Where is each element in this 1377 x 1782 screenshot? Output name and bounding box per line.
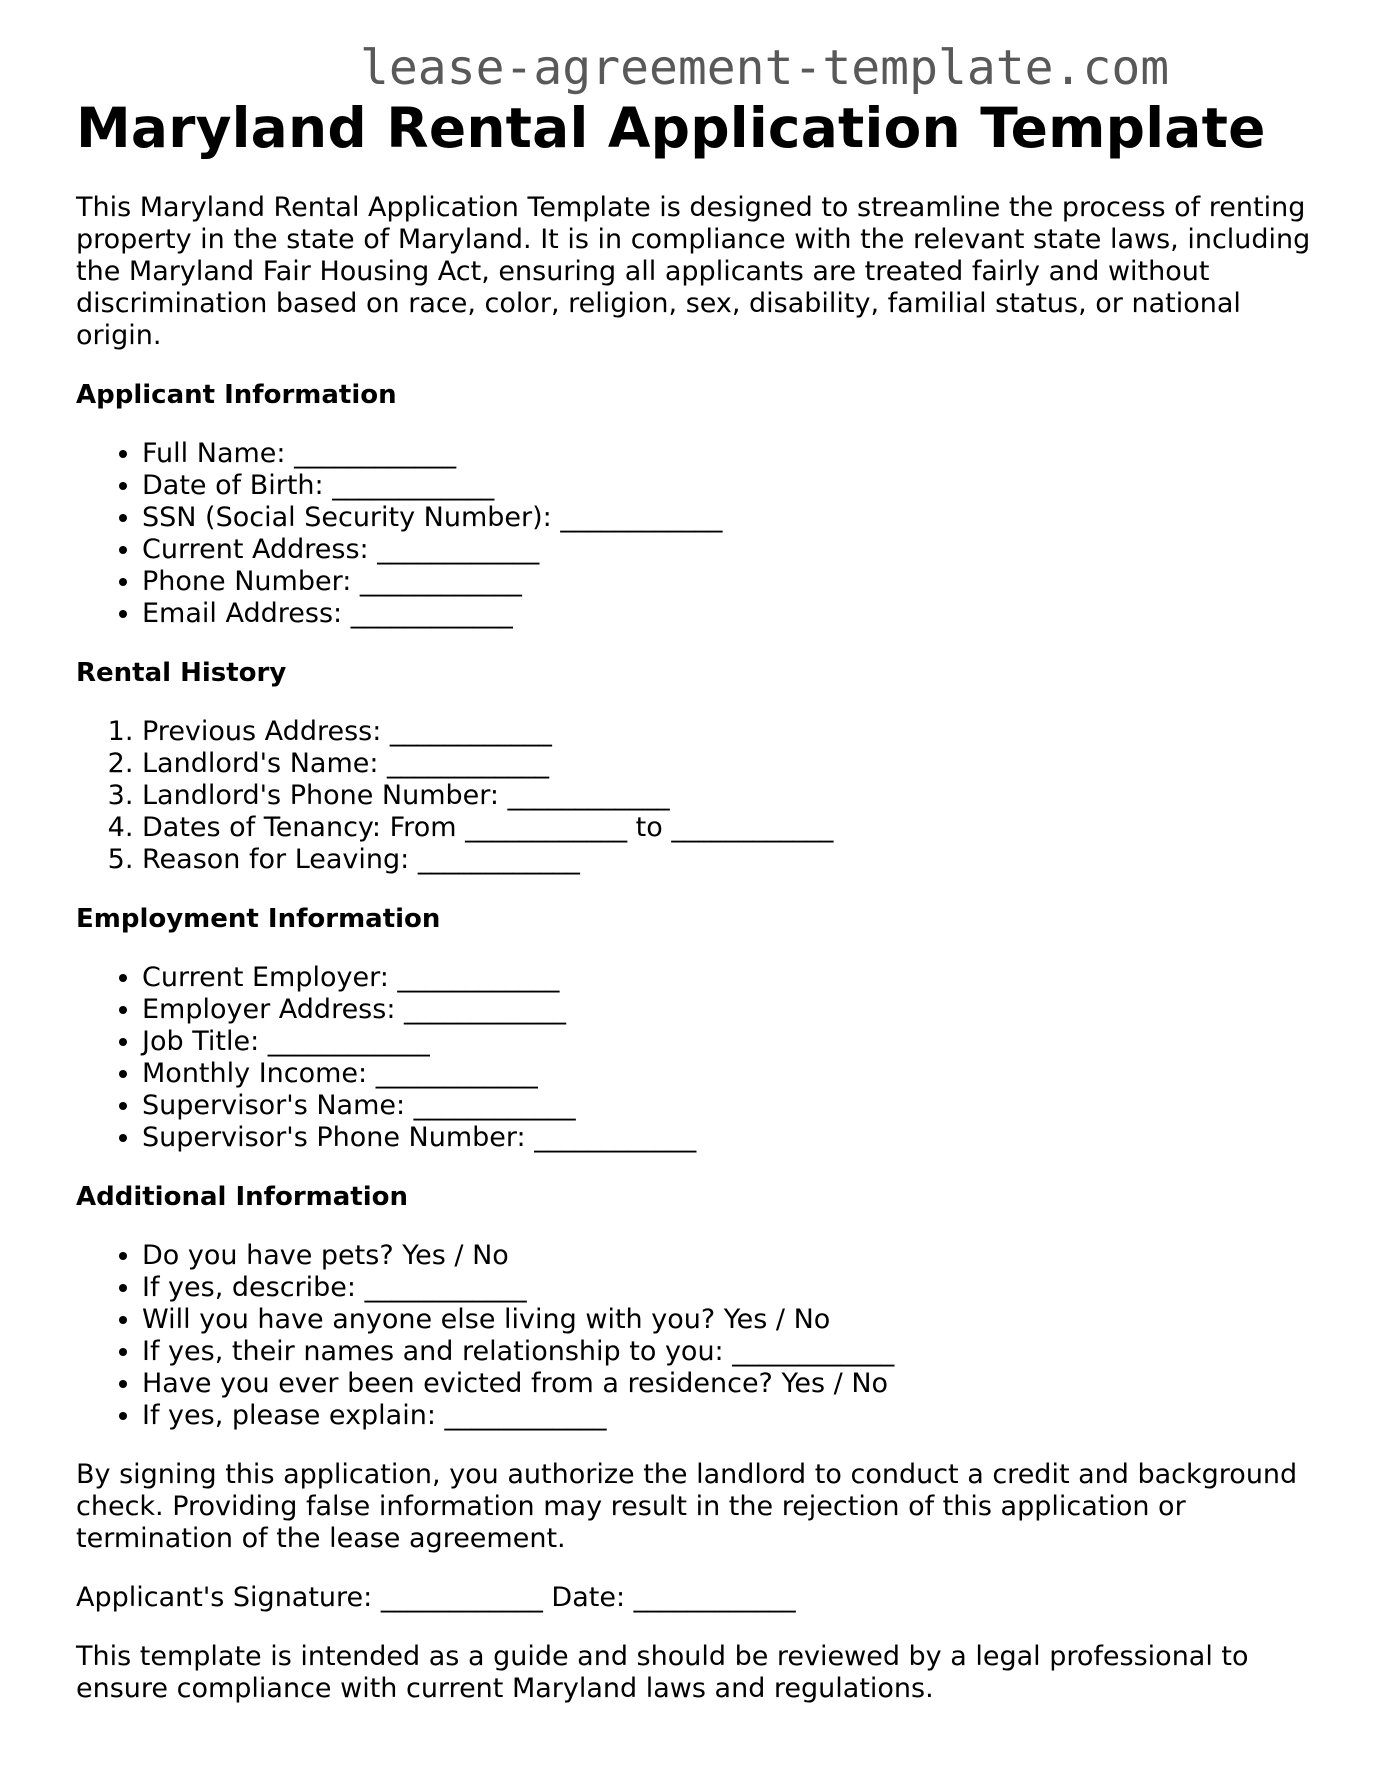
list-item: • Supervisor's Name: ____________ — [142, 1090, 1316, 1122]
list-item: 5. Reason for Leaving: ____________ — [142, 844, 1316, 876]
list-item: • Do you have pets? Yes / No — [142, 1240, 1316, 1272]
list-item: • Will you have anyone else living with you? Yes / No — [142, 1304, 1316, 1336]
list-item: • Job Title: ____________ — [142, 1026, 1316, 1058]
rental-history-list — [76, 716, 1316, 876]
list-item: • Date of Birth: ____________ — [142, 470, 1316, 502]
list-item: • Email Address: ____________ — [142, 598, 1316, 630]
list-item: • Employer Address: ____________ — [142, 994, 1316, 1026]
document-page — [76, 92, 1316, 1705]
list-item: 2. Landlord's Name: ____________ — [142, 748, 1316, 780]
list-item: • Current Employer: ____________ — [142, 962, 1316, 994]
authorization-paragraph: By signing this application, you authorize the landlord to conduct a credit and background check. Providing false information may result in the rejection of this application or termination of the lease agreement. — [76, 1459, 1298, 1554]
list-item: • Have you ever been evicted from a residence? Yes / No — [142, 1368, 1316, 1400]
list-item: • Phone Number: ____________ — [142, 566, 1316, 598]
list-item: 3. Landlord's Phone Number: ____________ — [142, 780, 1316, 812]
list-item: • If yes, their names and relationship to you: ____________ — [142, 1336, 1316, 1368]
employment-information-list — [76, 962, 1316, 1154]
additional-information-list — [76, 1240, 1316, 1432]
signature-line: Applicant's Signature: ____________ Date: ____________ — [76, 1582, 796, 1613]
applicant-information-heading: Applicant Information — [76, 380, 397, 410]
additional-information-heading: Additional Information — [76, 1182, 409, 1212]
list-item: • If yes, describe: ____________ — [142, 1272, 1316, 1304]
site-watermark: lease-agreement-template.com — [360, 40, 1170, 96]
applicant-information-list — [76, 438, 1316, 630]
list-item: • Supervisor's Phone Number: ____________ — [142, 1122, 1316, 1154]
rental-history-heading: Rental History — [76, 658, 287, 688]
list-item: • SSN (Social Security Number): ____________ — [142, 502, 1316, 534]
list-item: 1. Previous Address: ____________ — [142, 716, 1316, 748]
employment-information-heading: Employment Information — [76, 904, 441, 934]
list-item: • Current Address: ____________ — [142, 534, 1316, 566]
intro-paragraph: This Maryland Rental Application Template is designed to streamline the process of renting property in the state of Maryland. It is in compliance with the relevant state laws, including the Maryland Fair Housing Act, ensuring all applicants are treated fairly and without discrimination based on race, color, religion, sex, disability, familial status, or national origin. — [76, 192, 1311, 351]
page-title: Maryland Rental Application Template — [76, 96, 1266, 160]
list-item: • Full Name: ____________ — [142, 438, 1316, 470]
list-item: 4. Dates of Tenancy: From ____________ to ____________ — [142, 812, 1316, 844]
list-item: • If yes, please explain: ____________ — [142, 1400, 1316, 1432]
list-item: • Monthly Income: ____________ — [142, 1058, 1316, 1090]
disclaimer-paragraph: This template is intended as a guide and should be reviewed by a legal professional to ensure compliance with current Maryland laws and regulations. — [76, 1641, 1249, 1704]
